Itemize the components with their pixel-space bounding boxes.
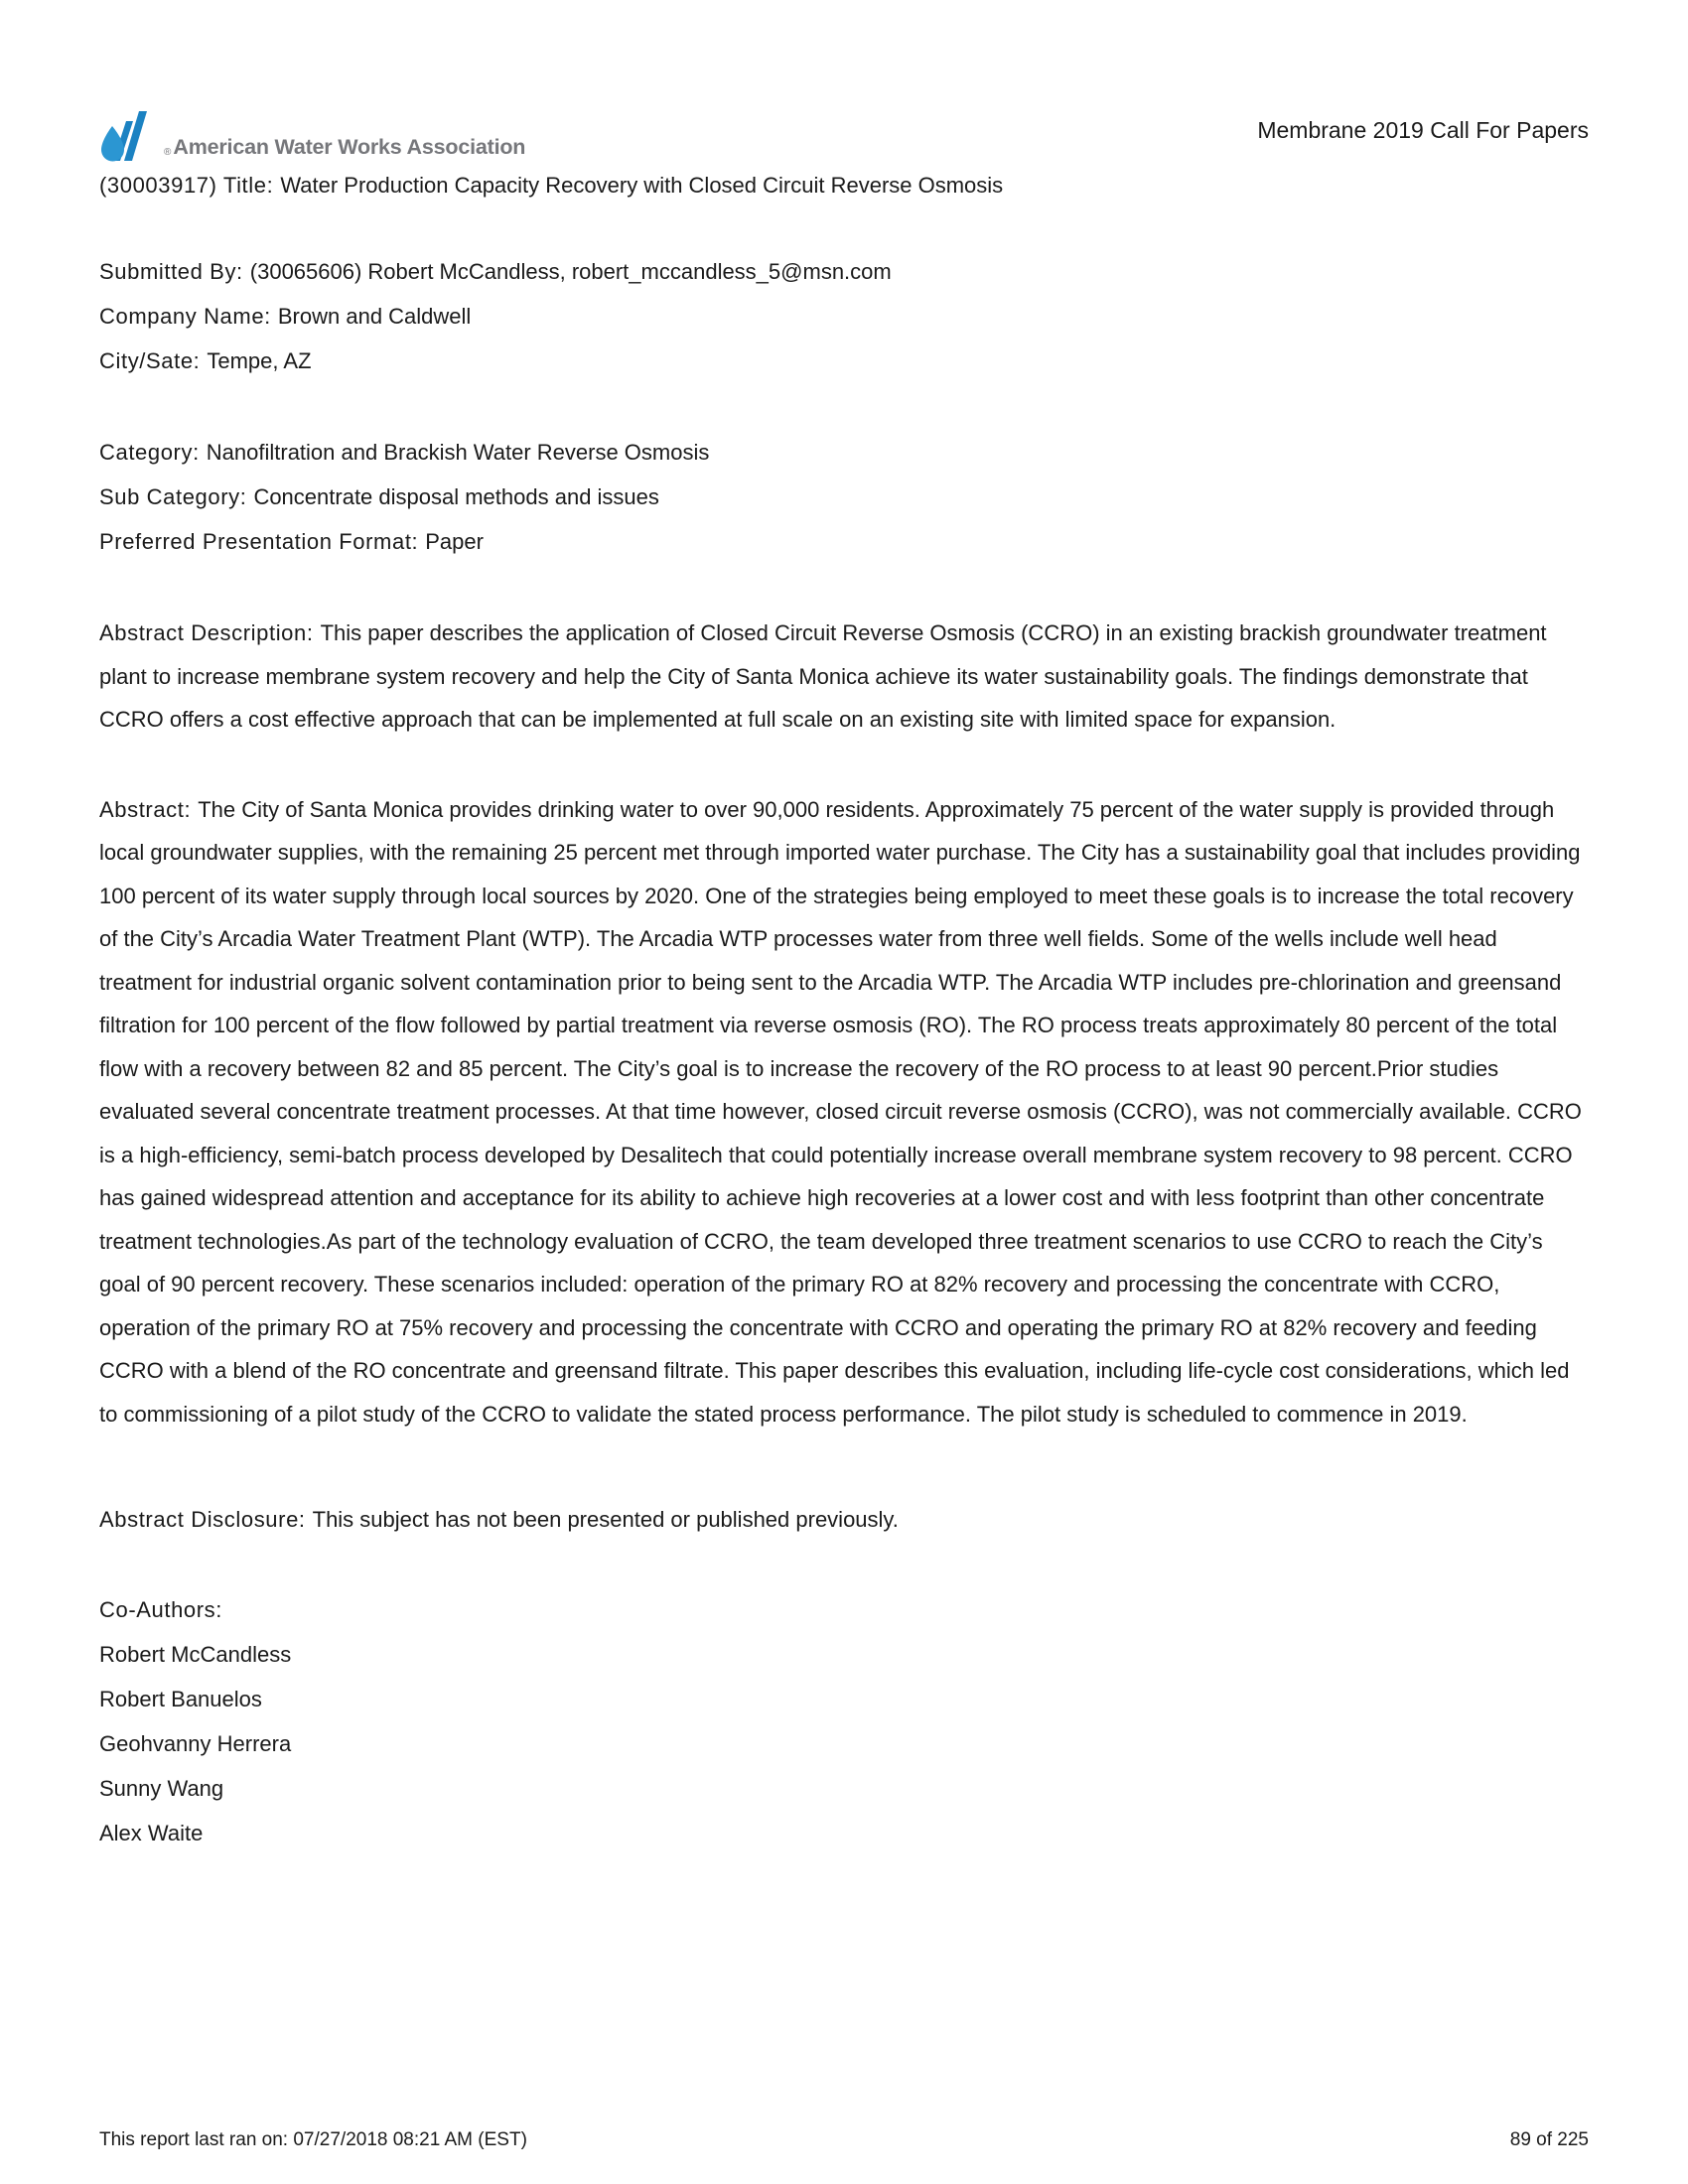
abstract-text: The City of Santa Monica provides drinking water to over 90,000 residents. Approximately 75 percent of the water supply is provided through local groundwater supplies, with the remaining 25 percent met through imported water purchase. The City has a sustainability goal that includes providing 100 percent of its water supply through local sources by 2020. One of the strategies being employed to meet these goals is to increase the total recovery of the City’s Arcadia Water Treatment Plant (WTP). The Arcadia WTP processes water from three well fields. Some of the wells include well head treatment for industrial organic solvent contamination prior to being sent to the Arcadia WTP. The Arcadia WTP includes pre-chlorination and greensand filtration for 100 percent of the flow followed by partial treatment via reverse osmosis (RO). The RO process treats approximately 80 percent of the total flow with a recovery between 82 and 85 percent. The City’s goal is to increase the recovery of the RO process to at least 90 percent.Prior studies evaluated several concentrate treatment processes. At that time however, closed circuit reverse osmosis (CCRO), was not commercially available. CCRO is a high-efficiency, semi-batch process developed by Desalitech that could potentially increase overall membrane system recovery to 98 percent. CCRO has gained widespread attention and acceptance for its ability to achieve high recoveries at a lower cost and with less footprint than other concentrate treatment technologies.As part of the technology evaluation of CCRO, the team developed three treatment scenarios to use CCRO to reach the City’s goal of 90 percent recovery. These scenarios included: operation of the primary RO at 82% recovery and processing the concentrate with CCRO, operation of the primary RO at 75% recovery and processing the concentrate with CCRO and operating the primary RO at 82% recovery and feeding CCRO with a blend of the RO concentrate and greensand filtrate. This paper describes this evaluation, including life-cycle cost considerations, which led to commissioning of a pilot study of the CCRO to validate the stated process performance. The pilot study is scheduled to commence in 2019. bbox=[99, 796, 1582, 1427]
field-company-name-label: Company Name: bbox=[99, 304, 271, 329]
field-submitted-by-label: Submitted By: bbox=[99, 259, 243, 284]
abstract-description-text: This paper describes the application of Closed Circuit Reverse Osmosis (CCRO) in an existing brackish groundwater treatment plant to increase membrane system recovery and help the City of Santa Monica achieve its water sustainability goals. The findings demonstrate that CCRO offers a cost effective approach that can be implemented at full scale on an existing site with limited space for expansion. bbox=[99, 620, 1547, 732]
field-company-name-value: Brown and Caldwell bbox=[277, 304, 472, 329]
abstract-description-label: Abstract Description: bbox=[99, 620, 314, 645]
field-sub-category-label: Sub Category: bbox=[99, 484, 247, 509]
report-last-ran-text: This report last ran on: 07/27/2018 08:21 AM (EST) bbox=[99, 2129, 527, 2150]
field-title bbox=[99, 163, 1589, 207]
page-header bbox=[99, 0, 1589, 163]
field-sub-category-value: Concentrate disposal methods and issues bbox=[253, 484, 659, 509]
field-submitted-by bbox=[99, 249, 1589, 294]
field-sub-category bbox=[99, 475, 1589, 519]
field-submitted-by-value: (30065606) Robert McCandless, robert_mccandless_5@msn.com bbox=[249, 259, 892, 284]
field-category-label: Category: bbox=[99, 440, 200, 465]
field-preferred-format-value: Paper bbox=[425, 529, 484, 554]
category-info-block bbox=[99, 430, 1589, 564]
abstract-description-paragraph bbox=[99, 612, 1589, 742]
awwa-water-drop-icon bbox=[99, 109, 163, 163]
abstract-disclosure-text: This subject has not been presented or published previously. bbox=[312, 1507, 899, 1532]
co-author-name: Geohvanny Herrera bbox=[99, 1730, 292, 1756]
co-author-name: Sunny Wang bbox=[99, 1775, 224, 1801]
co-authors-label: Co-Authors: bbox=[99, 1596, 222, 1622]
field-title-value: Water Production Capacity Recovery with Closed Circuit Reverse Osmosis bbox=[280, 173, 1004, 198]
field-city-state bbox=[99, 339, 1589, 383]
abstract-label: Abstract: bbox=[99, 796, 192, 822]
field-title-label: (30003917) Title: bbox=[99, 173, 274, 198]
co-authors-block bbox=[99, 1587, 1589, 1855]
co-author-name: Robert McCandless bbox=[99, 1641, 292, 1667]
field-preferred-format bbox=[99, 519, 1589, 564]
abstract-disclosure-label: Abstract Disclosure: bbox=[99, 1507, 306, 1532]
submitter-info-block bbox=[99, 249, 1589, 383]
field-city-state-value: Tempe, AZ bbox=[207, 348, 312, 373]
page-number: 89 of 225 bbox=[1509, 2129, 1589, 2150]
field-category-value: Nanofiltration and Brackish Water Reverse Osmosis bbox=[206, 440, 710, 465]
co-author-name: Robert Banuelos bbox=[99, 1686, 262, 1711]
abstract-disclosure-paragraph bbox=[99, 1498, 1589, 1542]
field-category bbox=[99, 430, 1589, 475]
awwa-logo bbox=[99, 109, 525, 163]
co-author-name: Alex Waite bbox=[99, 1820, 204, 1845]
field-city-state-label: City/Sate: bbox=[99, 348, 201, 373]
registered-trademark-symbol: ® bbox=[164, 147, 172, 158]
logo-wordmark: American Water Works Association bbox=[173, 135, 526, 159]
page-footer bbox=[99, 2129, 1589, 2151]
report-title: Membrane 2019 Call For Papers bbox=[1257, 117, 1589, 143]
abstract-paragraph bbox=[99, 788, 1589, 1436]
field-preferred-format-label: Preferred Presentation Format: bbox=[99, 529, 419, 554]
field-company-name bbox=[99, 294, 1589, 339]
